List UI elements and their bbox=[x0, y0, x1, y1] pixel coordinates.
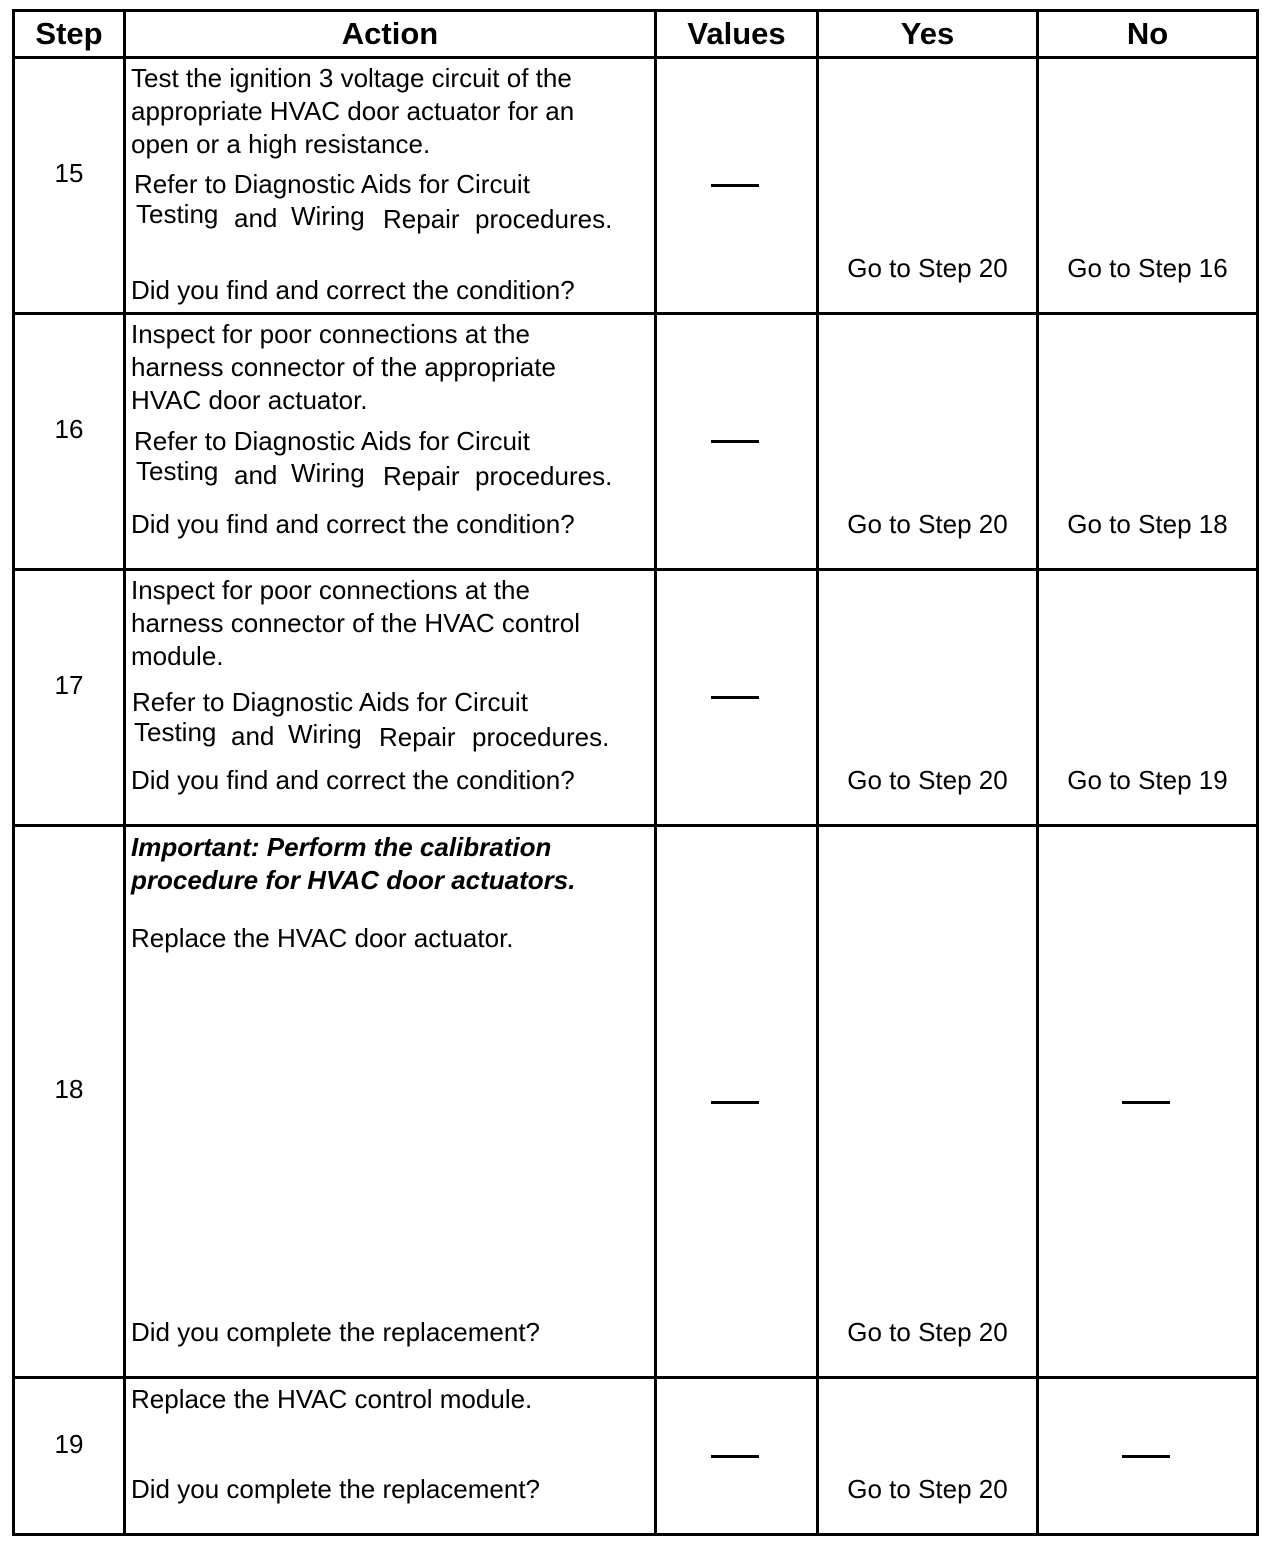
values-empty-dash bbox=[711, 696, 759, 699]
important-note: Important: Perform the calibration bbox=[131, 832, 552, 862]
refer-link-wiring-repair[interactable]: Repair bbox=[383, 204, 460, 234]
question-text: Did you complete the replacement? bbox=[131, 1317, 541, 1347]
refer-text-and: and bbox=[234, 203, 278, 233]
values-empty-dash bbox=[711, 1101, 759, 1104]
step-number: 15 bbox=[54, 158, 84, 188]
refer-text-and: and bbox=[234, 460, 278, 490]
question-text: Did you complete the replacement? bbox=[131, 1474, 541, 1504]
yes-goto-link[interactable]: Go to Step 20 bbox=[847, 509, 1008, 539]
header-yes: Yes bbox=[900, 16, 955, 51]
no-goto-link[interactable]: Go to Step 19 bbox=[1067, 765, 1228, 795]
action-line: harness connector of the HVAC control bbox=[131, 608, 580, 638]
refer-link-wiring-repair[interactable]: Wiring bbox=[288, 719, 362, 749]
header-action: Action bbox=[341, 16, 439, 51]
action-line: HVAC door actuator. bbox=[131, 385, 368, 415]
question-text: Did you find and correct the condition? bbox=[131, 765, 575, 795]
refer-text-and: and bbox=[231, 721, 275, 751]
header-no: No bbox=[1126, 16, 1169, 51]
step-number: 17 bbox=[54, 670, 84, 700]
question-text: Did you find and correct the condition? bbox=[131, 275, 575, 305]
header-values: Values bbox=[687, 16, 786, 51]
yes-goto-link[interactable]: Go to Step 20 bbox=[847, 1474, 1008, 1504]
refer-link-testing[interactable]: Testing bbox=[134, 717, 217, 747]
refer-text-procedures: procedures. bbox=[472, 722, 610, 752]
refer-link-testing[interactable]: Testing bbox=[136, 199, 219, 229]
step-number: 18 bbox=[54, 1074, 84, 1104]
question-text: Did you find and correct the condition? bbox=[131, 509, 575, 539]
action-line: harness connector of the appropriate bbox=[131, 352, 556, 382]
step-number: 19 bbox=[54, 1429, 84, 1459]
refer-line: Refer to Diagnostic Aids for Circuit bbox=[134, 169, 530, 199]
no-goto-link[interactable]: Go to Step 18 bbox=[1067, 509, 1228, 539]
action-line: Replace the HVAC door actuator. bbox=[131, 923, 514, 953]
yes-goto-link[interactable]: Go to Step 20 bbox=[847, 765, 1008, 795]
no-goto-link[interactable]: Go to Step 16 bbox=[1067, 253, 1228, 283]
no-empty-dash bbox=[1122, 1455, 1170, 1458]
important-note: procedure for HVAC door actuators. bbox=[131, 865, 576, 895]
refer-link-testing[interactable]: Testing bbox=[136, 456, 219, 486]
action-line: module. bbox=[131, 641, 224, 671]
refer-line: Refer to Diagnostic Aids for Circuit bbox=[132, 687, 528, 717]
action-line: open or a high resistance. bbox=[131, 129, 431, 159]
values-empty-dash bbox=[711, 440, 759, 443]
action-line: Inspect for poor connections at the bbox=[131, 319, 530, 349]
refer-link-wiring-repair[interactable]: Repair bbox=[383, 461, 460, 491]
refer-link-wiring-repair[interactable]: Wiring bbox=[291, 201, 365, 231]
refer-link-wiring-repair[interactable]: Repair bbox=[379, 722, 456, 752]
no-empty-dash bbox=[1122, 1101, 1170, 1104]
values-empty-dash bbox=[711, 184, 759, 187]
step-number: 16 bbox=[54, 414, 84, 444]
refer-line: Refer to Diagnostic Aids for Circuit bbox=[134, 426, 530, 456]
yes-goto-link[interactable]: Go to Step 20 bbox=[847, 1317, 1008, 1347]
refer-link-wiring-repair[interactable]: Wiring bbox=[291, 458, 365, 488]
header-step: Step bbox=[35, 16, 103, 51]
refer-text-procedures: procedures. bbox=[475, 461, 613, 491]
action-line: Test the ignition 3 voltage circuit of the bbox=[131, 63, 572, 93]
action-line: appropriate HVAC door actuator for an bbox=[131, 96, 575, 126]
action-line: Inspect for poor connections at the bbox=[131, 575, 530, 605]
action-line: Replace the HVAC control module. bbox=[131, 1384, 533, 1414]
refer-text-procedures: procedures. bbox=[475, 204, 613, 234]
values-empty-dash bbox=[711, 1455, 759, 1458]
yes-goto-link[interactable]: Go to Step 20 bbox=[847, 253, 1008, 283]
